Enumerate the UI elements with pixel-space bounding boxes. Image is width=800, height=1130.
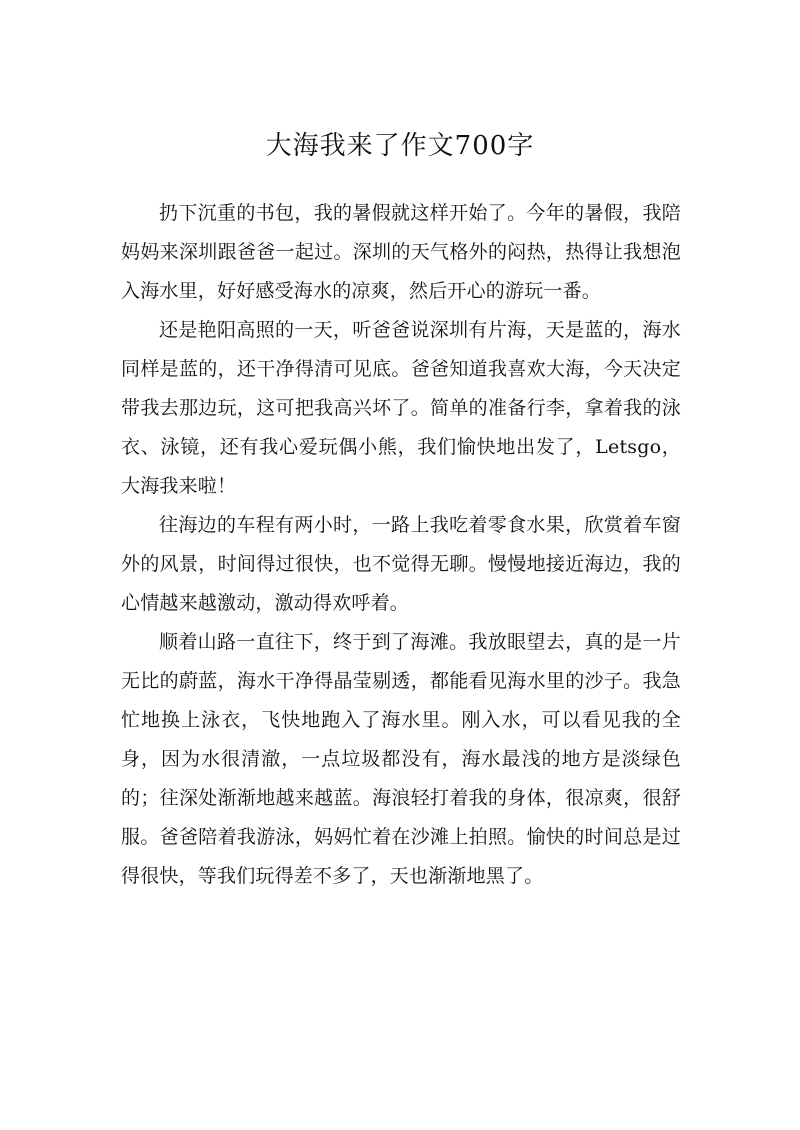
document-title: 大海我来了作文700字 <box>265 131 535 161</box>
paragraph: 顺着山路一直往下，终于到了海滩。我放眼望去，真的是一片无比的蔚蓝，海水干净得晶莹剔透，都能看见海水里的沙子。我急忙地换上泳衣，飞快地跑入了海水里。刚入水，可以看见我的全身，因为水很清澈，一点垃圾都没有，海水最浅的地方是淡绿色的；往深处渐渐地越来越蓝。海浪轻打着我的身体，很凉爽，很舒服。爸爸陪着我游泳，妈妈忙着在沙滩上拍照。愉快的时间总是过得很快，等我们玩得差不多了，天也渐渐地黑了。 <box>121 631 681 887</box>
paragraph: 扔下沉重的书包，我的暑假就这样开始了。今年的暑假，我陪妈妈来深圳跟爸爸一起过。深圳的天气格外的闷热，热得让我想泡入海水里，好好感受海水的凉爽，然后开心的游玩一番。 <box>121 202 681 302</box>
paragraph: 还是艳阳高照的一天，听爸爸说深圳有片海，天是蓝的，海水同样是蓝的，还干净得清可见底。爸爸知道我喜欢大海，今天决定带我去那边玩，这可把我高兴坏了。简单的准备行李，拿着我的泳衣、泳镜，还有我心爱玩偶小熊，我们愉快地出发了，Letsgo，大海我来啦！ <box>121 319 681 497</box>
paragraph: 往海边的车程有两小时，一路上我吃着零食水果，欣赏着车窗外的风景，时间得过很快，也不觉得无聊。慢慢地接近海边，我的心情越来越激动，激动得欢呼着。 <box>121 514 681 614</box>
document-body <box>121 194 681 896</box>
